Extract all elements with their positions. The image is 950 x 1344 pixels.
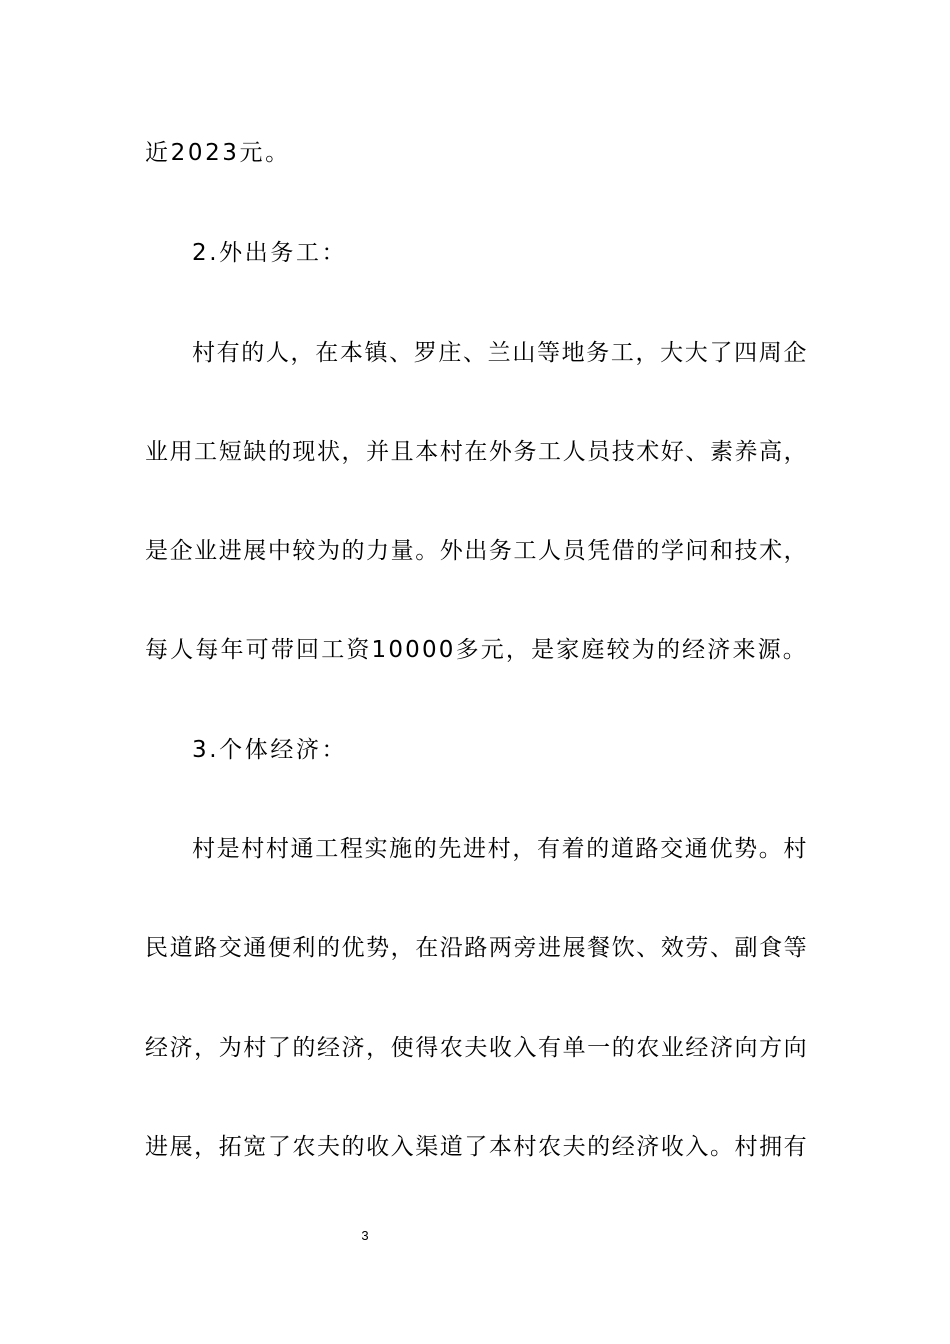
text-line: 是企业进展中较为的力量。外出务工人员凭借的学问和技术， <box>145 538 809 564</box>
text-line: 近2023元。 <box>145 140 291 166</box>
text-line: 民道路交通便利的优势，在沿路两旁进展餐饮、效劳、副食等 <box>145 935 809 961</box>
text-line: 每人每年可带回工资10000多元，是家庭较为的经济来源。 <box>145 637 808 663</box>
section-heading: 2.外出务工： <box>192 240 348 266</box>
section-heading: 3.个体经济： <box>192 737 348 763</box>
text-line: 进展，拓宽了农夫的收入渠道了本村农夫的经济收入。村拥有 <box>145 1134 809 1160</box>
text-line: 村是村村通工程实施的先进村，有着的道路交通优势。村 <box>192 836 808 862</box>
text-line: 经济，为村了的经济，使得农夫收入有单一的农业经济向方向 <box>145 1035 809 1061</box>
text-line: 业用工短缺的现状，并且本村在外务工人员技术好、素养高， <box>145 439 809 465</box>
text-line: 村有的人，在本镇、罗庄、兰山等地务工，大大了四周企 <box>192 340 808 366</box>
page-number: 3 <box>361 1228 369 1243</box>
